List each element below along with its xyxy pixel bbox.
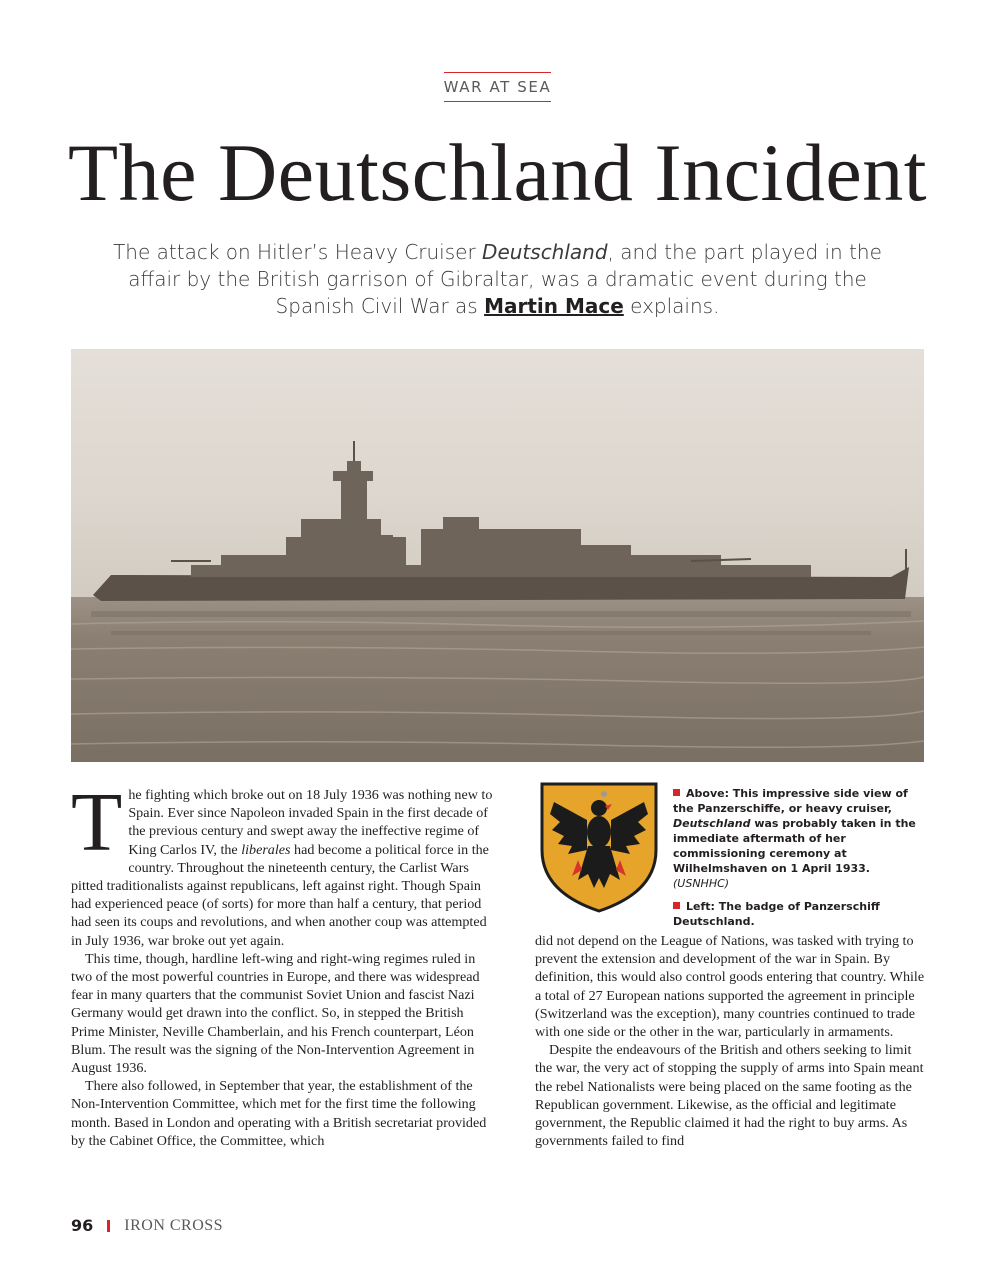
caption-left: [673, 899, 923, 929]
body-text: he fighting which broke out on 18 July 1936 was nothing new to Spain. Ever since Napoleon invaded Spain in the first decade of the previous century and swept away the ineffective regime of King Carlos IV, the: [128, 787, 493, 858]
warship-photo: [71, 349, 924, 762]
standfirst-ship-name: Deutschland: [482, 240, 608, 264]
body-italic-term: liberales: [241, 841, 291, 858]
caption-credit: (USNHHC): [673, 877, 730, 890]
section-kicker: [0, 72, 995, 102]
author-name: Martin Mace: [484, 294, 624, 318]
body-text: had become a political force in the country. Throughout the nineteenth century, the Carlist Wars pitted traditionalists against republicans, left against right. Though Spain had experienced peace (of sorts) for more than half a century, that period had seen its coups and revolutions, and when another coup was attempted in July 1936, war broke out yet again.: [71, 841, 489, 949]
standfirst-text-1: The attack on Hitler’s Heavy Cruiser: [113, 240, 483, 264]
body-column-1: [71, 776, 494, 1150]
standfirst-text-3: explains.: [623, 294, 720, 318]
photo-captions: [673, 786, 923, 937]
drop-cap: T: [71, 776, 123, 869]
body-paragraph: Despite the endeavours of the British and others seeking to limit the war, the very act of stopping the supply of arms into Spain meant the rebel Nationalists were being placed on the same footing as the Republican government. Likewise, as the official and legitimate government, the Republic claimed it had the right to buy arms. As governments failed to find: [535, 1042, 924, 1150]
kicker-label: WAR AT SEA: [444, 72, 552, 102]
body-paragraph: did not depend on the League of Nations, was tasked with trying to prevent the extension and development of the war in Spain. By definition, this would also control goods entering that country. While a total of 27 European nations supported the agreement in principle (Switzerland was the exception), many countries continued to trade with one side or the other in the war, particularly in armaments.: [535, 933, 925, 1041]
article-title: The Deutschland Incident: [67, 127, 928, 218]
eagle-badge-image: [538, 780, 660, 915]
body-column-2: [535, 932, 925, 1150]
magazine-name: IRON CROSS: [124, 1216, 224, 1234]
standfirst-text-2: , and the part played in the affair by the British garrison of Gibraltar, was a dramatic event during the Spanish Civil War as: [128, 240, 882, 318]
red-square-icon: [673, 789, 680, 796]
caption-above: [673, 786, 923, 891]
page-number: 96: [71, 1216, 94, 1235]
caption-ship-name: Deutschland: [673, 817, 751, 830]
red-square-icon: [673, 902, 680, 909]
red-divider-icon: [107, 1220, 110, 1232]
body-paragraph: There also followed, in September that year, the establishment of the Non-Intervention Committee, which met for the first time the following month. Based in London and operating with a British secretariat provided by the Cabinet Office, the Committee, which: [71, 1078, 487, 1149]
body-paragraph: [71, 776, 494, 950]
page-footer: [71, 1216, 223, 1235]
body-paragraph: This time, though, hardline left-wing and right-wing regimes ruled in two of the most powerful countries in Europe, and there was widespread fear in many quarters that the communist Soviet Union and fascist Nazi Germany would get drawn into the conflict. So, in stepped the British Prime Minister, Neville Chamberlain, and his French counterpart, Léon Blum. The result was the signing of the Non-Intervention Agreement in August 1936.: [71, 950, 480, 1077]
caption-text: was probably taken in the immediate aftermath of her commissioning ceremony at Wilhelmshaven on 1 April 1933.: [673, 817, 916, 875]
standfirst: [95, 239, 900, 320]
caption-text: Left: The badge of Panzerschiff Deutschland.: [673, 900, 880, 928]
caption-text: Above: This impressive side view of the Panzerschiffe, or heavy cruiser,: [673, 787, 908, 815]
